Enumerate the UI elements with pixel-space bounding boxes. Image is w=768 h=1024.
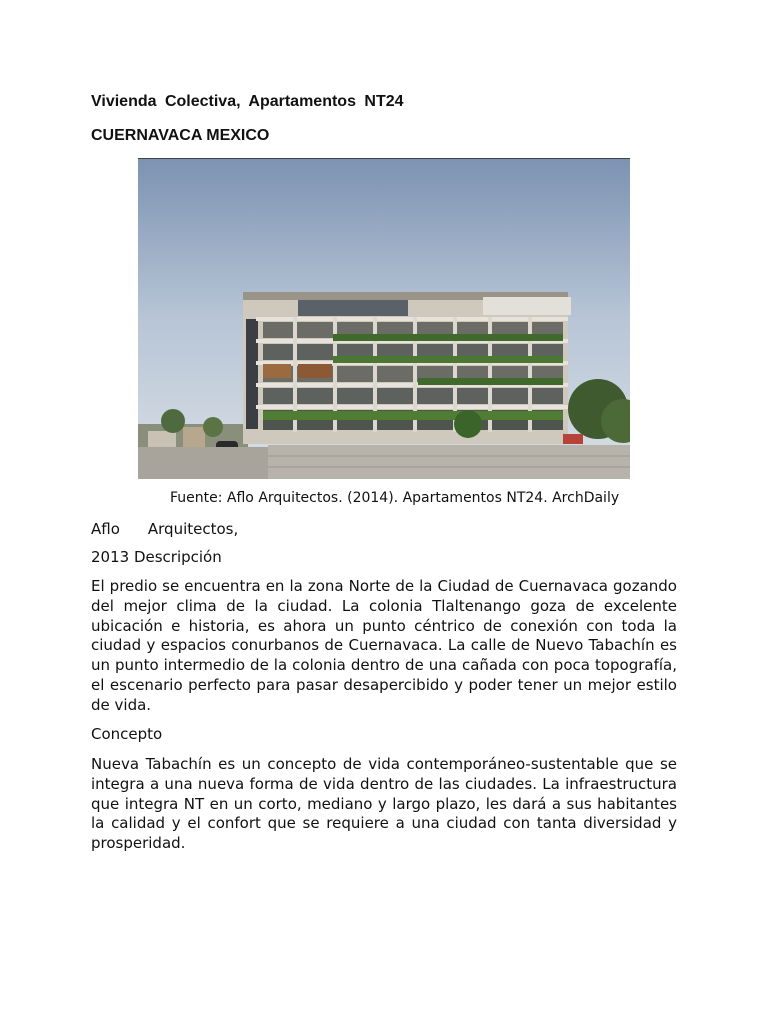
author-name: Aflo [91, 520, 120, 538]
concept-heading: Concepto [91, 725, 163, 743]
building-photo [138, 158, 630, 479]
year-description: 2013 Descripción [91, 548, 222, 566]
photo-caption: Fuente: Aflo Arquitectos. (2014). Apartamentos NT24. ArchDaily [170, 490, 620, 506]
concept-paragraph: Nueva Tabachín es un concepto de vida contemporáneo-sustentable que se integra a una nueva forma de vida dentro de las ciudades. La infraestructura que integra NT en un corto, mediano y largo plazo, les dará a sus habitantes la calidad y el confort que se requiere a una ciudad con tanta diversidad y prosperidad. [91, 755, 677, 853]
document-subtitle: CUERNAVACA MEXICO [91, 127, 270, 144]
author-line [91, 520, 238, 538]
description-paragraph: El predio se encuentra en la zona Norte de la Ciudad de Cuernavaca gozando del mejor clima de la ciudad. La colonia Tlaltenango goza de excelente ubicación e historia, es ahora un punto céntrico de conexión con toda la ciudad y espacios conurbanos de Cuernavaca. La calle de Nuevo Tabachín es un punto intermedio de la colonia dentro de una cañada con poca topografía, el escenario perfecto para pasar desapercibido y poder tener un mejor estilo de vida. [91, 577, 677, 714]
document-title: Vivienda Colectiva, Apartamentos NT24 [91, 93, 404, 110]
author-suffix: Arquitectos, [147, 520, 239, 538]
